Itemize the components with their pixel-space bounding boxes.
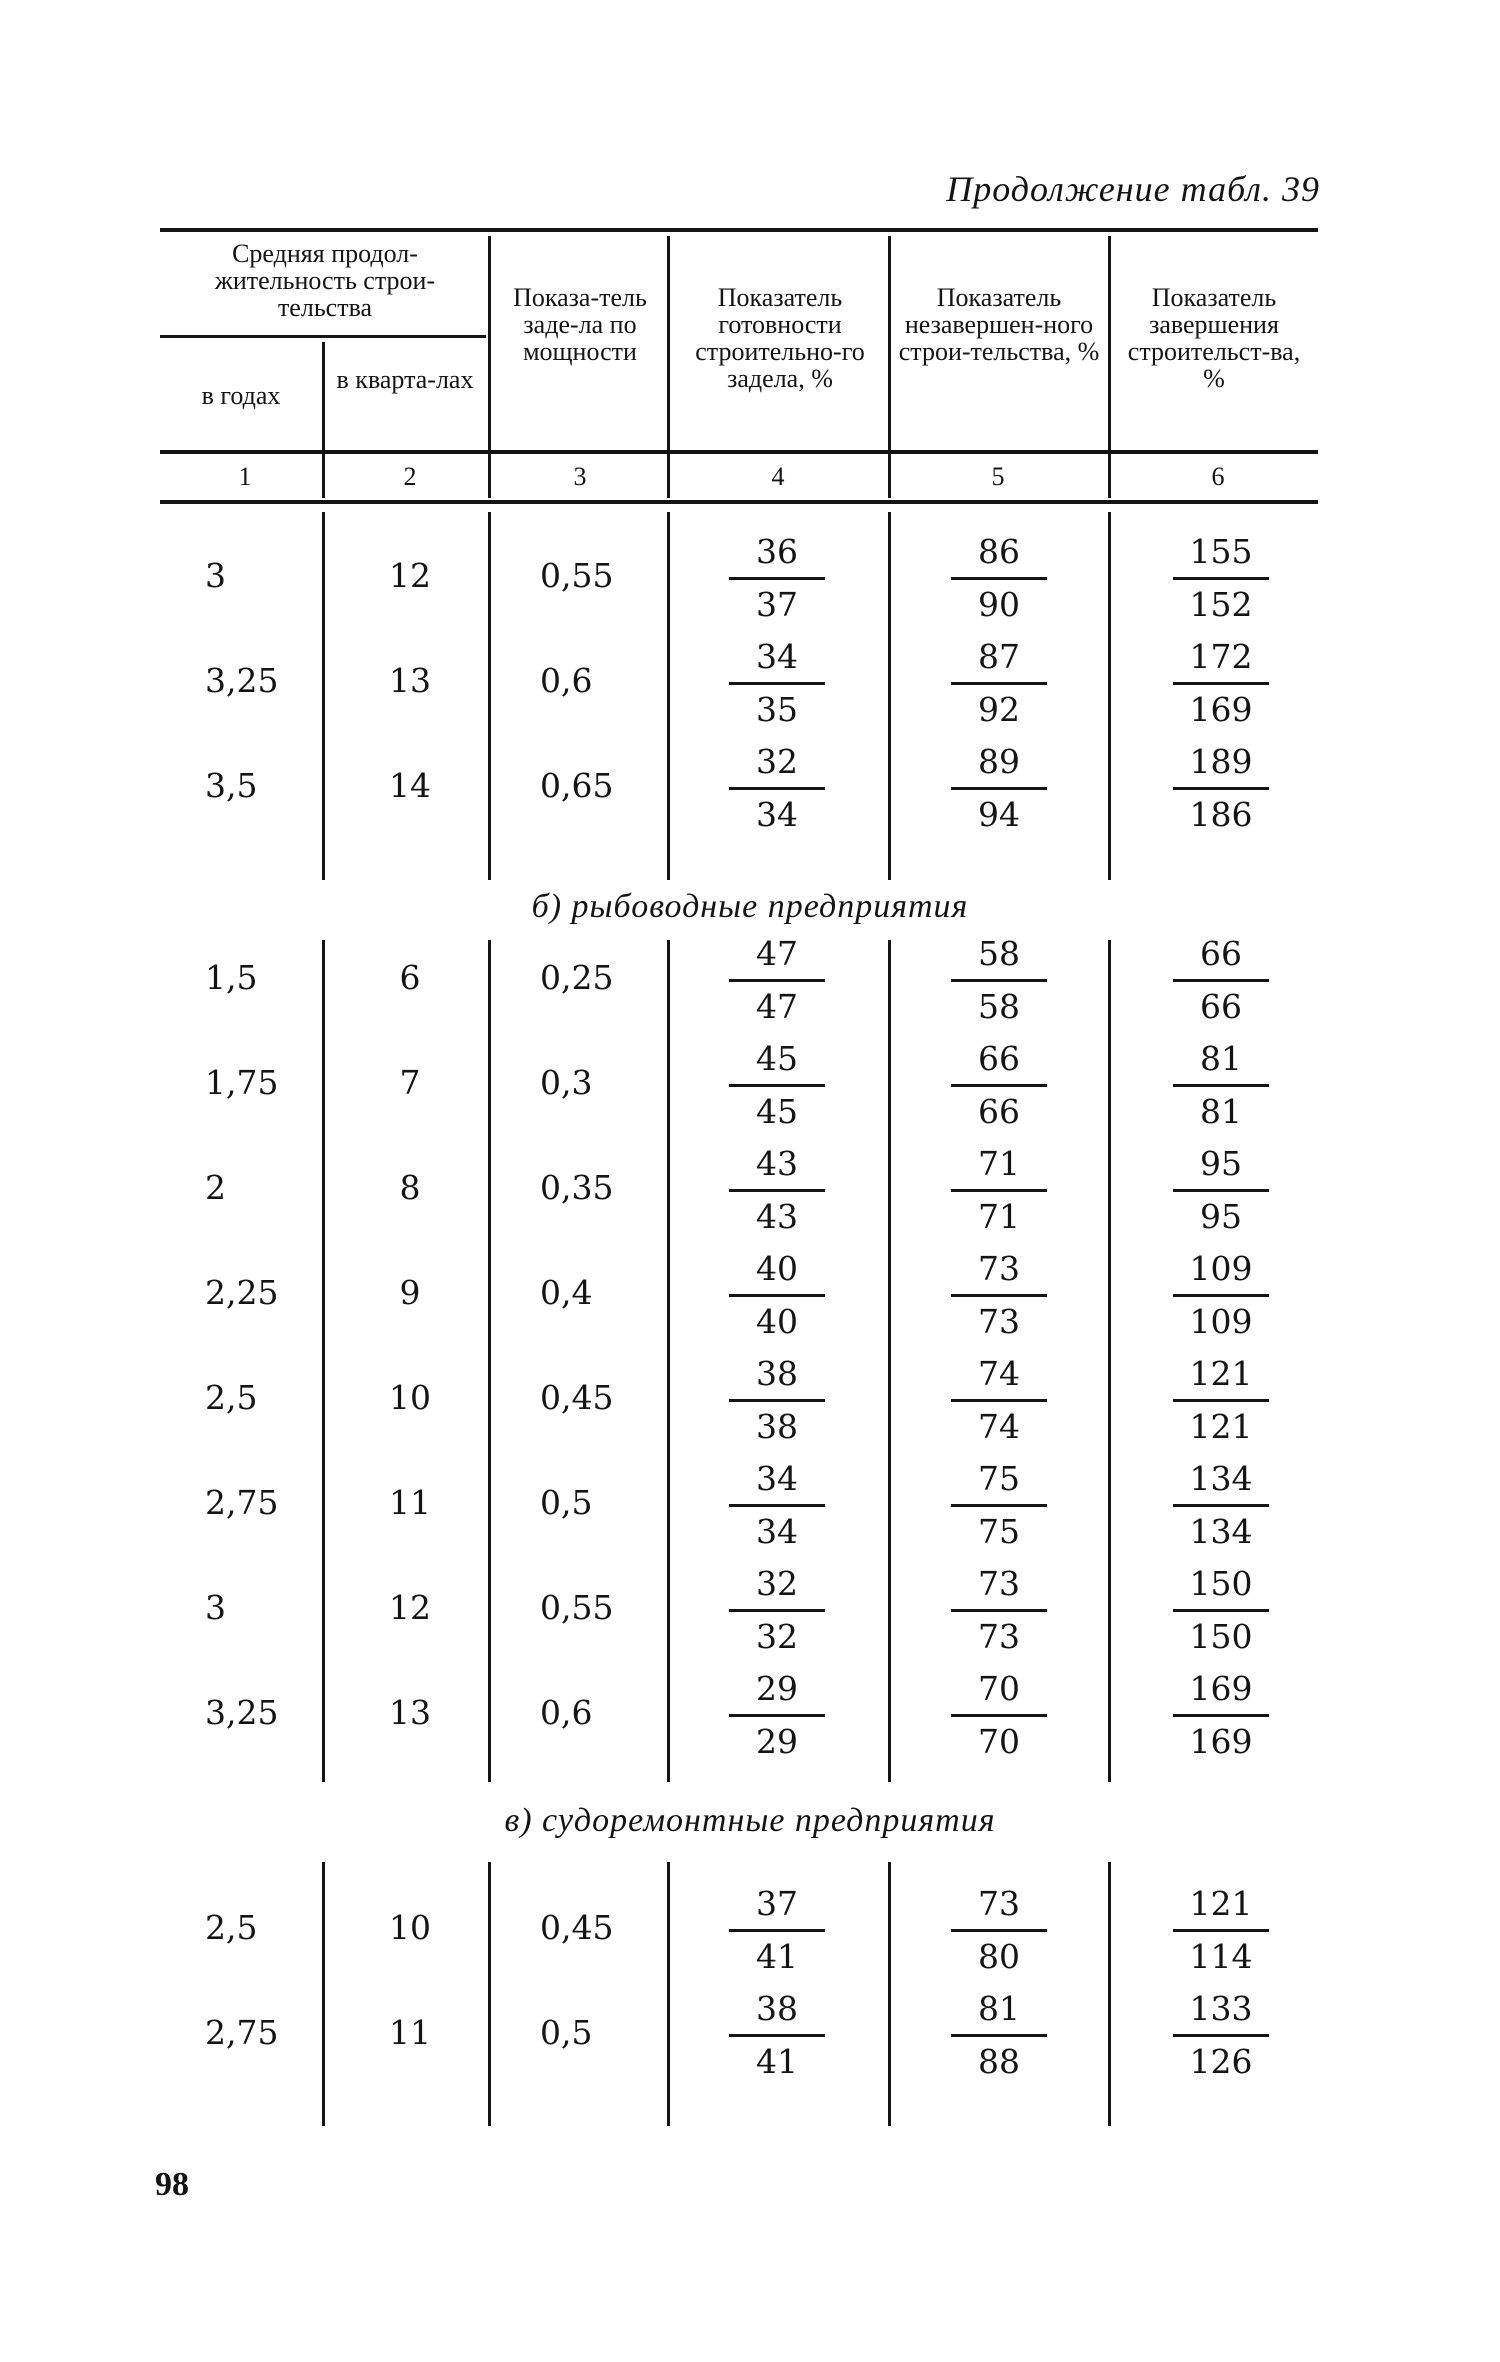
- fraction-numerator: 38: [756, 1354, 798, 1393]
- fraction-bar: [1173, 979, 1269, 982]
- fraction-numerator: 133: [1189, 1989, 1253, 2028]
- fraction-numerator: 189: [1189, 742, 1253, 781]
- column-divider: [322, 1862, 325, 2126]
- cell-quarters: 6: [399, 958, 421, 997]
- fraction-bar: [1173, 1609, 1269, 1612]
- fraction-numerator: 37: [756, 1884, 798, 1923]
- fraction-cell: [723, 1037, 831, 1134]
- fraction-denominator: 71: [978, 1197, 1020, 1236]
- fraction-cell: [723, 932, 831, 1029]
- header-bottom-rule: [160, 450, 1318, 454]
- header-years: в годах: [201, 381, 281, 410]
- fraction-bar: [951, 1929, 1047, 1932]
- cell-years: 2,75: [205, 1483, 279, 1522]
- fraction-cell: [1167, 1562, 1275, 1659]
- column-divider: [888, 940, 891, 1782]
- fraction-numerator: 155: [1189, 532, 1253, 571]
- header-divider: [488, 236, 491, 498]
- fraction-cell: [945, 635, 1053, 732]
- fraction-bar: [951, 787, 1047, 790]
- header-capacity: Показа-тель заде-ла по мощности: [513, 283, 647, 366]
- cell-quarters: 12: [389, 1588, 431, 1627]
- column-divider: [488, 940, 491, 1782]
- fraction-cell: [1167, 1987, 1275, 2084]
- fraction-numerator: 81: [1200, 1039, 1242, 1078]
- fraction-bar: [729, 1084, 825, 1087]
- fraction-denominator: 73: [978, 1617, 1020, 1656]
- fraction-denominator: 70: [978, 1722, 1020, 1761]
- fraction-bar: [1173, 2034, 1269, 2037]
- fraction-denominator: 121: [1189, 1407, 1253, 1446]
- column-divider: [488, 512, 491, 880]
- fraction-denominator: 45: [756, 1092, 798, 1131]
- fraction-denominator: 66: [1200, 987, 1242, 1026]
- fraction-bar: [951, 1294, 1047, 1297]
- fraction-cell: [1167, 1352, 1275, 1449]
- column-numbers-rule: [160, 500, 1318, 504]
- fraction-denominator: 73: [978, 1302, 1020, 1341]
- fraction-cell: [1167, 1142, 1275, 1239]
- fraction-numerator: 32: [756, 742, 798, 781]
- fraction-numerator: 66: [978, 1039, 1020, 1078]
- cell-quarters: 14: [389, 766, 431, 805]
- fraction-cell: [945, 1142, 1053, 1239]
- cell-years: 2: [205, 1168, 226, 1207]
- fraction-denominator: 95: [1200, 1197, 1242, 1236]
- header-group-rule: [160, 335, 486, 338]
- fraction-cell: [945, 1562, 1053, 1659]
- header-quarters: в кварта-лах: [336, 365, 474, 394]
- cell-capacity: 0,35: [540, 1168, 614, 1207]
- fraction-cell: [723, 1247, 831, 1344]
- cell-capacity: 0,45: [540, 1908, 614, 1947]
- fraction-numerator: 75: [978, 1459, 1020, 1498]
- fraction-bar: [951, 1714, 1047, 1717]
- column-divider: [322, 940, 325, 1782]
- fraction-bar: [951, 682, 1047, 685]
- column-divider: [1108, 512, 1111, 880]
- column-number: 5: [991, 462, 1005, 491]
- cell-years: 3,25: [205, 661, 279, 700]
- fraction-bar: [729, 1609, 825, 1612]
- fraction-denominator: 43: [756, 1197, 798, 1236]
- fraction-cell: [723, 1142, 831, 1239]
- fraction-denominator: 38: [756, 1407, 798, 1446]
- fraction-cell: [1167, 1037, 1275, 1134]
- fraction-denominator: 37: [756, 585, 798, 624]
- fraction-numerator: 38: [756, 1989, 798, 2028]
- fraction-denominator: 152: [1189, 585, 1253, 624]
- cell-quarters: 12: [389, 556, 431, 595]
- cell-capacity: 0,6: [540, 661, 593, 700]
- fraction-cell: [723, 1667, 831, 1764]
- fraction-numerator: 45: [756, 1039, 798, 1078]
- fraction-denominator: 94: [978, 795, 1020, 834]
- fraction-cell: [945, 1352, 1053, 1449]
- fraction-numerator: 87: [978, 637, 1020, 676]
- cell-quarters: 10: [389, 1908, 431, 1947]
- cell-capacity: 0,25: [540, 958, 614, 997]
- fraction-bar: [1173, 1929, 1269, 1932]
- header-unfinished: Показатель незавершен-ного строи-тельства, %: [898, 283, 1100, 366]
- fraction-cell: [723, 740, 831, 837]
- column-divider: [322, 512, 325, 880]
- header-divider: [1108, 236, 1111, 498]
- fraction-bar: [729, 1929, 825, 1932]
- fraction-numerator: 73: [978, 1884, 1020, 1923]
- fraction-bar: [1173, 1504, 1269, 1507]
- cell-quarters: 11: [389, 2013, 431, 2052]
- fraction-cell: [945, 1987, 1053, 2084]
- fraction-numerator: 66: [1200, 934, 1242, 973]
- cell-years: 2,5: [205, 1378, 258, 1417]
- cell-quarters: 13: [389, 661, 431, 700]
- fraction-bar: [951, 1504, 1047, 1507]
- fraction-bar: [951, 1609, 1047, 1612]
- fraction-numerator: 40: [756, 1249, 798, 1288]
- fraction-bar: [729, 1714, 825, 1717]
- fraction-cell: [1167, 530, 1275, 627]
- table-caption: Продолжение табл. 39: [946, 169, 1320, 209]
- fraction-denominator: 81: [1200, 1092, 1242, 1131]
- fraction-denominator: 32: [756, 1617, 798, 1656]
- header-readiness: Показатель готовности строительно-го задела, %: [695, 283, 865, 393]
- column-number: 4: [771, 462, 785, 491]
- fraction-bar: [729, 2034, 825, 2037]
- fraction-bar: [1173, 1189, 1269, 1192]
- section-title: в) судоремонтные предприятия: [504, 1802, 996, 1839]
- fraction-cell: [723, 1882, 831, 1979]
- cell-capacity: 0,6: [540, 1693, 593, 1732]
- header-divider: [888, 236, 891, 498]
- fraction-denominator: 41: [756, 2042, 798, 2081]
- fraction-numerator: 150: [1189, 1564, 1253, 1603]
- fraction-denominator: 90: [978, 585, 1020, 624]
- cell-capacity: 0,65: [540, 766, 614, 805]
- fraction-bar: [951, 1084, 1047, 1087]
- fraction-cell: [1167, 635, 1275, 732]
- fraction-numerator: 73: [978, 1564, 1020, 1603]
- column-divider: [667, 940, 670, 1782]
- fraction-numerator: 81: [978, 1989, 1020, 2028]
- fraction-cell: [945, 530, 1053, 627]
- fraction-bar: [1173, 787, 1269, 790]
- cell-capacity: 0,55: [540, 556, 614, 595]
- cell-capacity: 0,55: [540, 1588, 614, 1627]
- cell-years: 3: [205, 556, 226, 595]
- fraction-cell: [723, 1987, 831, 2084]
- cell-capacity: 0,5: [540, 2013, 593, 2052]
- fraction-denominator: 34: [756, 795, 798, 834]
- cell-capacity: 0,3: [540, 1063, 593, 1102]
- fraction-denominator: 126: [1189, 2042, 1253, 2081]
- fraction-numerator: 74: [978, 1354, 1020, 1393]
- fraction-denominator: 41: [756, 1937, 798, 1976]
- fraction-denominator: 58: [978, 987, 1020, 1026]
- fraction-cell: [723, 1457, 831, 1554]
- fraction-bar: [951, 979, 1047, 982]
- fraction-denominator: 66: [978, 1092, 1020, 1131]
- fraction-denominator: 40: [756, 1302, 798, 1341]
- fraction-numerator: 89: [978, 742, 1020, 781]
- fraction-numerator: 109: [1189, 1249, 1253, 1288]
- fraction-bar: [729, 787, 825, 790]
- fraction-numerator: 32: [756, 1564, 798, 1603]
- fraction-denominator: 186: [1189, 795, 1253, 834]
- fraction-numerator: 34: [756, 637, 798, 676]
- fraction-numerator: 36: [756, 532, 798, 571]
- cell-years: 3,25: [205, 1693, 279, 1732]
- fraction-bar: [729, 1294, 825, 1297]
- fraction-denominator: 114: [1189, 1937, 1253, 1976]
- column-divider: [1108, 940, 1111, 1782]
- cell-years: 3: [205, 1588, 226, 1627]
- fraction-bar: [1173, 682, 1269, 685]
- fraction-denominator: 35: [756, 690, 798, 729]
- cell-quarters: 10: [389, 1378, 431, 1417]
- cell-years: 3,5: [205, 766, 258, 805]
- header-divider: [667, 236, 670, 498]
- column-divider: [888, 512, 891, 880]
- header-completion: Показатель завершения строительст-ва, %: [1127, 283, 1301, 393]
- fraction-bar: [1173, 577, 1269, 580]
- fraction-bar: [1173, 1714, 1269, 1717]
- fraction-denominator: 134: [1189, 1512, 1253, 1551]
- cell-years: 1,5: [205, 958, 258, 997]
- fraction-cell: [1167, 1247, 1275, 1344]
- fraction-bar: [951, 577, 1047, 580]
- cell-years: 1,75: [205, 1063, 279, 1102]
- fraction-numerator: 34: [756, 1459, 798, 1498]
- fraction-numerator: 86: [978, 532, 1020, 571]
- column-divider: [888, 1862, 891, 2126]
- fraction-numerator: 71: [978, 1144, 1020, 1183]
- fraction-numerator: 29: [756, 1669, 798, 1708]
- fraction-numerator: 169: [1189, 1669, 1253, 1708]
- fraction-cell: [723, 635, 831, 732]
- fraction-bar: [729, 979, 825, 982]
- fraction-cell: [945, 932, 1053, 1029]
- cell-capacity: 0,4: [540, 1273, 593, 1312]
- fraction-cell: [1167, 740, 1275, 837]
- fraction-cell: [723, 1352, 831, 1449]
- fraction-denominator: 47: [756, 987, 798, 1026]
- fraction-denominator: 169: [1189, 1722, 1253, 1761]
- cell-years: 2,75: [205, 2013, 279, 2052]
- fraction-bar: [729, 577, 825, 580]
- fraction-bar: [951, 1399, 1047, 1402]
- fraction-denominator: 92: [978, 690, 1020, 729]
- fraction-bar: [951, 2034, 1047, 2037]
- fraction-denominator: 74: [978, 1407, 1020, 1446]
- fraction-cell: [945, 1037, 1053, 1134]
- fraction-cell: [723, 530, 831, 627]
- column-number: 2: [403, 462, 417, 491]
- fraction-denominator: 109: [1189, 1302, 1253, 1341]
- fraction-denominator: 169: [1189, 690, 1253, 729]
- fraction-bar: [729, 1189, 825, 1192]
- fraction-bar: [1173, 1294, 1269, 1297]
- fraction-numerator: 47: [756, 934, 798, 973]
- cell-quarters: 8: [399, 1168, 421, 1207]
- fraction-cell: [1167, 1882, 1275, 1979]
- fraction-denominator: 75: [978, 1512, 1020, 1551]
- column-divider: [667, 512, 670, 880]
- fraction-bar: [729, 1399, 825, 1402]
- fraction-numerator: 70: [978, 1669, 1020, 1708]
- fraction-denominator: 88: [978, 2042, 1020, 2081]
- cell-quarters: 9: [399, 1273, 421, 1312]
- fraction-cell: [723, 1562, 831, 1659]
- fraction-bar: [1173, 1399, 1269, 1402]
- fraction-bar: [729, 682, 825, 685]
- fraction-cell: [945, 1247, 1053, 1344]
- cell-capacity: 0,5: [540, 1483, 593, 1522]
- fraction-bar: [729, 1504, 825, 1507]
- cell-quarters: 13: [389, 1693, 431, 1732]
- section-title: б) рыбоводные предприятия: [531, 888, 969, 925]
- fraction-denominator: 34: [756, 1512, 798, 1551]
- column-divider: [1108, 1862, 1111, 2126]
- cell-capacity: 0,45: [540, 1378, 614, 1417]
- fraction-denominator: 29: [756, 1722, 798, 1761]
- fraction-bar: [951, 1189, 1047, 1192]
- fraction-numerator: 43: [756, 1144, 798, 1183]
- fraction-numerator: 121: [1189, 1354, 1253, 1393]
- fraction-cell: [1167, 1457, 1275, 1554]
- fraction-cell: [1167, 1667, 1275, 1764]
- fraction-bar: [1173, 1084, 1269, 1087]
- column-divider: [667, 1862, 670, 2126]
- fraction-cell: [945, 1457, 1053, 1554]
- fraction-numerator: 73: [978, 1249, 1020, 1288]
- fraction-numerator: 58: [978, 934, 1020, 973]
- fraction-numerator: 134: [1189, 1459, 1253, 1498]
- fraction-numerator: 172: [1189, 637, 1253, 676]
- header-duration: Средняя продол-жительность строи-тельства: [214, 239, 436, 322]
- fraction-cell: [1167, 932, 1275, 1029]
- fraction-cell: [945, 1667, 1053, 1764]
- cell-years: 2,25: [205, 1273, 279, 1312]
- column-divider: [488, 1862, 491, 2126]
- column-number: 6: [1211, 462, 1225, 491]
- cell-quarters: 11: [389, 1483, 431, 1522]
- page-number: 98: [155, 2166, 189, 2203]
- fraction-numerator: 121: [1189, 1884, 1253, 1923]
- column-number: 3: [573, 462, 587, 491]
- fraction-cell: [945, 1882, 1053, 1979]
- fraction-denominator: 80: [978, 1937, 1020, 1976]
- column-number: 1: [238, 462, 252, 491]
- fraction-cell: [945, 740, 1053, 837]
- fraction-denominator: 150: [1189, 1617, 1253, 1656]
- table-top-rule: [160, 228, 1318, 232]
- fraction-numerator: 95: [1200, 1144, 1242, 1183]
- cell-years: 2,5: [205, 1908, 258, 1947]
- cell-quarters: 7: [399, 1063, 421, 1102]
- header-divider: [322, 342, 325, 498]
